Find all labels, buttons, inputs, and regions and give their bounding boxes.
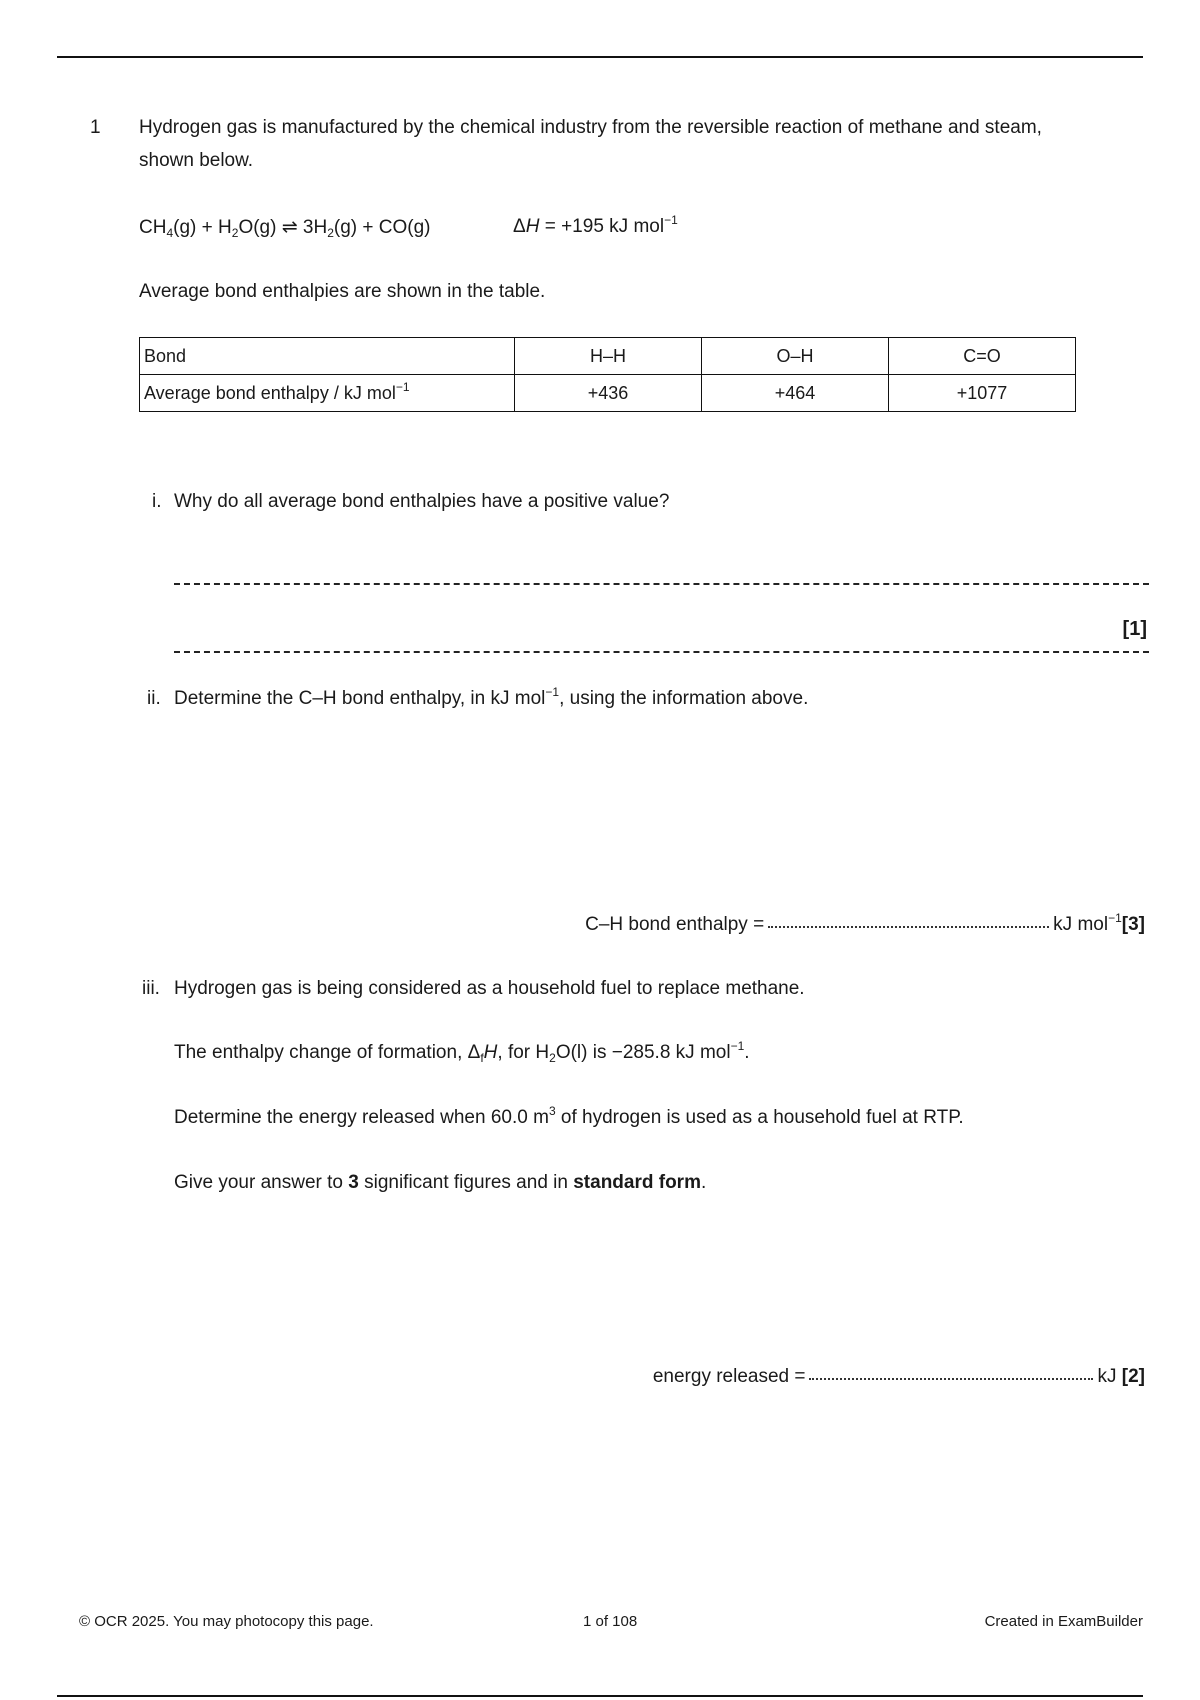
answer-line-2[interactable] [174, 651, 1149, 653]
part-ii-answer [585, 911, 1145, 936]
bond-cell: C=O [889, 338, 1076, 375]
ch-answer-field[interactable] [768, 925, 1049, 928]
part-ii-text-a: Determine the C–H bond enthalpy, in kJ mol [174, 688, 546, 709]
dh-var: H [525, 216, 540, 237]
part-iii-answer [653, 1366, 1145, 1388]
text2-sub-f: f [480, 1051, 484, 1065]
enthalpy-cell: +1077 [889, 375, 1076, 412]
energy-answer-field[interactable] [809, 1377, 1093, 1380]
text2-sub-2: 2 [549, 1051, 556, 1065]
enthalpy-change [513, 213, 678, 238]
part-ii-marks: [3] [1121, 914, 1145, 935]
text3-a: Determine the energy released when 60.0 m [174, 1107, 549, 1128]
bond-cell: O–H [702, 338, 889, 375]
part-iii-label: iii. [142, 978, 160, 999]
text2-a: The enthalpy change of formation, Δ [174, 1042, 481, 1063]
part-i-text: Why do all average bond enthalpies have a positive value? [174, 491, 670, 512]
bond-enthalpy-table [139, 337, 1076, 412]
dh-symbol: Δ [513, 216, 526, 237]
table-intro: Average bond enthalpies are shown in the table. [139, 281, 546, 302]
eq-part1: (g) + H [173, 217, 232, 238]
footer-created: Created in ExamBuilder [984, 1613, 1143, 1630]
text2-b: , for H [497, 1042, 550, 1063]
part-iii-marks: [2] [1121, 1366, 1145, 1387]
text4-c: . [700, 1172, 707, 1193]
text2-var: H [483, 1042, 498, 1063]
table-row-label-enthalpy [140, 375, 515, 412]
enthalpy-cell: +436 [515, 375, 702, 412]
part-iii-text4 [174, 1172, 706, 1194]
text4-b: significant figures and in [358, 1172, 574, 1193]
dh-value: = +195 kJ mol [539, 216, 665, 237]
text4-bold1: 3 [348, 1172, 359, 1193]
question-number: 1 [90, 117, 101, 138]
question-intro-line1: Hydrogen gas is manufactured by the chemical industry from the reversible reaction of methane and steam, [139, 117, 1042, 138]
part-iii-text1: Hydrogen gas is being considered as a household fuel to replace methane. [174, 978, 805, 999]
part-ii-label: ii. [147, 688, 161, 709]
text3-exp: 3 [548, 1104, 556, 1118]
part-ii-text-b: , using the information above. [559, 688, 809, 709]
ch-answer-unit-exp: −1 [1108, 911, 1122, 925]
eq-part2: O(g) ⇌ 3H [238, 217, 328, 238]
part-ii-exp: −1 [545, 685, 560, 699]
text4-a: Give your answer to [174, 1172, 349, 1193]
part-i-label: i. [152, 491, 162, 512]
table-row-label: Bond [140, 338, 515, 375]
part-i-marks: [1] [1122, 618, 1147, 640]
eq-ch-sub: 4 [166, 226, 174, 240]
text2-d: . [744, 1042, 750, 1063]
footer-copyright: © OCR 2025. You may photocopy this page. [79, 1613, 374, 1630]
energy-answer-label: energy released = [652, 1366, 806, 1387]
reaction-equation [139, 216, 431, 239]
question-intro-line2: shown below. [139, 150, 254, 171]
eq-h2-sub: 2 [327, 226, 334, 240]
text3-b: of hydrogen is used as a household fuel at RTP. [555, 1107, 964, 1128]
bond-cell: H–H [515, 338, 702, 375]
eq-ch: CH [139, 217, 167, 238]
energy-answer-unit: kJ [1097, 1366, 1117, 1387]
ch-answer-unit: kJ mol [1053, 914, 1109, 935]
table-row [140, 375, 1076, 412]
text2-c: O(l) is −285.8 kJ mol [555, 1042, 731, 1063]
part-ii-text [174, 685, 809, 710]
eq-part3: (g) + CO(g) [333, 217, 431, 238]
row2-exp: −1 [395, 379, 410, 394]
answer-line-1[interactable] [174, 583, 1149, 585]
part-iii-text2 [174, 1039, 750, 1065]
ch-answer-label: C–H bond enthalpy = [585, 914, 765, 935]
footer-page-number: 1 of 108 [583, 1613, 638, 1630]
part-iii-text3 [174, 1104, 964, 1129]
eq-h2o-sub: 2 [231, 226, 239, 240]
top-rule [57, 56, 1143, 58]
text2-exp: −1 [730, 1039, 745, 1053]
dh-exp: −1 [664, 213, 678, 227]
bottom-rule [57, 1695, 1143, 1697]
text4-bold2: standard form [573, 1172, 701, 1193]
enthalpy-cell: +464 [702, 375, 889, 412]
table-row [140, 338, 1076, 375]
row2-label: Average bond enthalpy / kJ mol [144, 382, 396, 403]
